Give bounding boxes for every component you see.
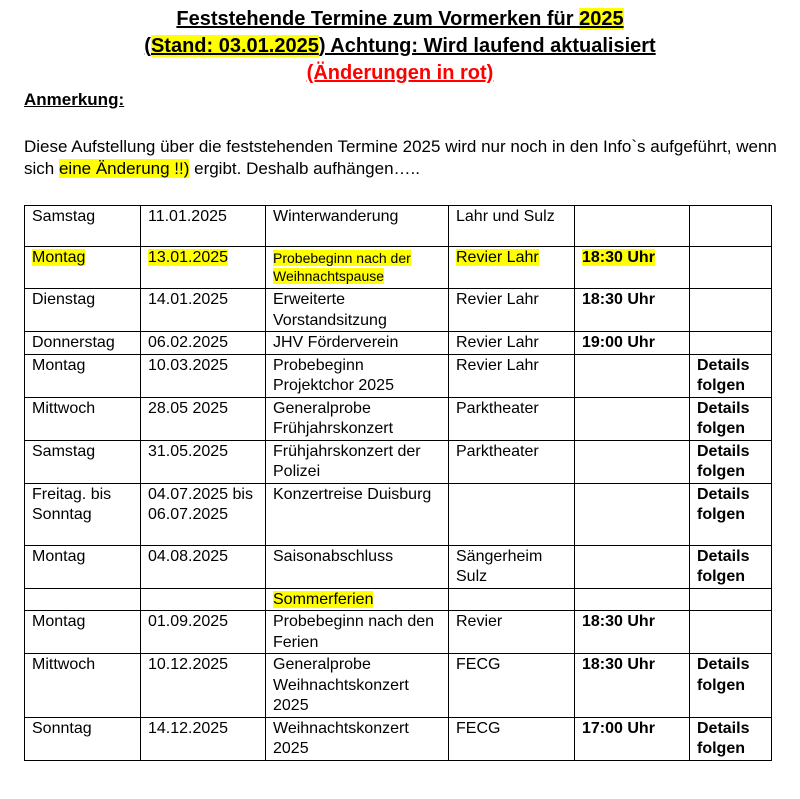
cell-place xyxy=(449,588,575,611)
cell-day: Donnerstag xyxy=(25,332,141,355)
cell-date: 14.01.2025 xyxy=(141,289,266,332)
cell-event: Probebeginn Projektchor 2025 xyxy=(266,354,449,397)
cell-place: Sängerheim Sulz xyxy=(449,545,575,588)
cell-date: 04.08.2025 xyxy=(141,545,266,588)
note-heading: Anmerkung: xyxy=(24,90,125,109)
cell-details xyxy=(690,611,772,654)
cell-details: Details folgen xyxy=(690,717,772,760)
year-highlight: 2025 xyxy=(579,8,624,30)
cell-time: 18:30 Uhr xyxy=(575,289,690,332)
cell-details: Details folgen xyxy=(690,354,772,397)
header-line-2: (Stand: 03.01.2025) Achtung: Wird laufend aktualisiert xyxy=(144,35,656,57)
cell-day: Montag xyxy=(25,545,141,588)
cell-details: Details folgen xyxy=(690,545,772,588)
cell-time: 17:00 Uhr xyxy=(575,717,690,760)
cell-event: Saisonabschluss xyxy=(266,545,449,588)
table-row xyxy=(25,717,772,760)
cell-date: 01.09.2025 xyxy=(141,611,266,654)
cell-time xyxy=(575,588,690,611)
cell-event: Probebeginn nach der Weihnachtspause xyxy=(266,247,449,289)
change-highlight: eine Änderung !!) xyxy=(58,159,190,178)
cell-time: 18:30 Uhr xyxy=(575,611,690,654)
cell-event: Weihnachtskonzert 2025 xyxy=(266,717,449,760)
cell-event: Frühjahrskonzert der Polizei xyxy=(266,440,449,483)
cell-date: 13.01.2025 xyxy=(141,247,266,289)
table-row xyxy=(25,332,772,355)
cell-event: Generalprobe Frühjahrskonzert xyxy=(266,397,449,440)
note-text: Diese Aufstellung über die feststehenden Termine 2025 wird nur noch in den Info`s aufgeführt, wenn sich eine Änderung !!) ergibt. Deshalb aufhängen….. xyxy=(24,137,777,178)
cell-date: 11.01.2025 xyxy=(141,206,266,247)
cell-time: 18:30 Uhr xyxy=(575,247,690,289)
cell-event: Erweiterte Vorstandsitzung xyxy=(266,289,449,332)
cell-time xyxy=(575,483,690,545)
cell-place: Revier Lahr xyxy=(449,332,575,355)
cell-day: Samstag xyxy=(25,206,141,247)
cell-time xyxy=(575,397,690,440)
table-row xyxy=(25,397,772,440)
cell-date: 06.02.2025 xyxy=(141,332,266,355)
cell-day: Sonntag xyxy=(25,717,141,760)
table-row xyxy=(25,289,772,332)
header-changes-note: (Änderungen in rot) xyxy=(306,62,494,84)
cell-details xyxy=(690,588,772,611)
cell-details xyxy=(690,247,772,289)
cell-details: Details folgen xyxy=(690,440,772,483)
table-row xyxy=(25,545,772,588)
cell-day: Samstag xyxy=(25,440,141,483)
stand-date-highlight: Stand: 03.01.2025 xyxy=(150,35,319,57)
schedule-table xyxy=(24,205,772,761)
cell-day: Montag xyxy=(25,354,141,397)
cell-day: Dienstag xyxy=(25,289,141,332)
cell-place: Lahr und Sulz xyxy=(449,206,575,247)
cell-time xyxy=(575,354,690,397)
cell-details xyxy=(690,289,772,332)
cell-date: 10.03.2025 xyxy=(141,354,266,397)
cell-date: 31.05.2025 xyxy=(141,440,266,483)
cell-date xyxy=(141,588,266,611)
cell-date: 14.12.2025 xyxy=(141,717,266,760)
header-line-1: Feststehende Termine zum Vormerken für 2025 xyxy=(176,8,624,30)
cell-time xyxy=(575,545,690,588)
cell-place: FECG xyxy=(449,654,575,718)
document-header xyxy=(0,6,800,87)
table-row xyxy=(25,440,772,483)
cell-place: Revier Lahr xyxy=(449,247,575,289)
cell-details xyxy=(690,206,772,247)
cell-day: Freitag. bis Sonntag xyxy=(25,483,141,545)
cell-place: Parktheater xyxy=(449,440,575,483)
cell-place: Revier xyxy=(449,611,575,654)
cell-event: Konzertreise Duisburg xyxy=(266,483,449,545)
cell-event: Winterwanderung xyxy=(266,206,449,247)
cell-day: Mittwoch xyxy=(25,397,141,440)
table-row xyxy=(25,206,772,247)
table-row xyxy=(25,654,772,718)
cell-details: Details folgen xyxy=(690,483,772,545)
cell-event: Probebeginn nach den Ferien xyxy=(266,611,449,654)
table-row xyxy=(25,483,772,545)
cell-date: 10.12.2025 xyxy=(141,654,266,718)
cell-details: Details folgen xyxy=(690,397,772,440)
cell-date: 04.07.2025 bis 06.07.2025 xyxy=(141,483,266,545)
cell-details: Details folgen xyxy=(690,654,772,718)
table-row xyxy=(25,588,772,611)
cell-place: Parktheater xyxy=(449,397,575,440)
cell-place: FECG xyxy=(449,717,575,760)
cell-place xyxy=(449,483,575,545)
cell-day: Montag xyxy=(25,611,141,654)
cell-event: JHV Förderverein xyxy=(266,332,449,355)
cell-day xyxy=(25,588,141,611)
cell-date: 28.05 2025 xyxy=(141,397,266,440)
table-row xyxy=(25,247,772,289)
table-row xyxy=(25,354,772,397)
cell-day: Montag xyxy=(25,247,141,289)
cell-time xyxy=(575,440,690,483)
cell-details xyxy=(690,332,772,355)
cell-time xyxy=(575,206,690,247)
cell-place: Revier Lahr xyxy=(449,354,575,397)
cell-event: Generalprobe Weihnachtskonzert 2025 xyxy=(266,654,449,718)
cell-place: Revier Lahr xyxy=(449,289,575,332)
cell-time: 18:30 Uhr xyxy=(575,654,690,718)
cell-day: Mittwoch xyxy=(25,654,141,718)
cell-time: 19:00 Uhr xyxy=(575,332,690,355)
table-row xyxy=(25,611,772,654)
cell-event xyxy=(266,588,449,611)
summer-break-highlight: Sommerferien xyxy=(273,590,374,608)
